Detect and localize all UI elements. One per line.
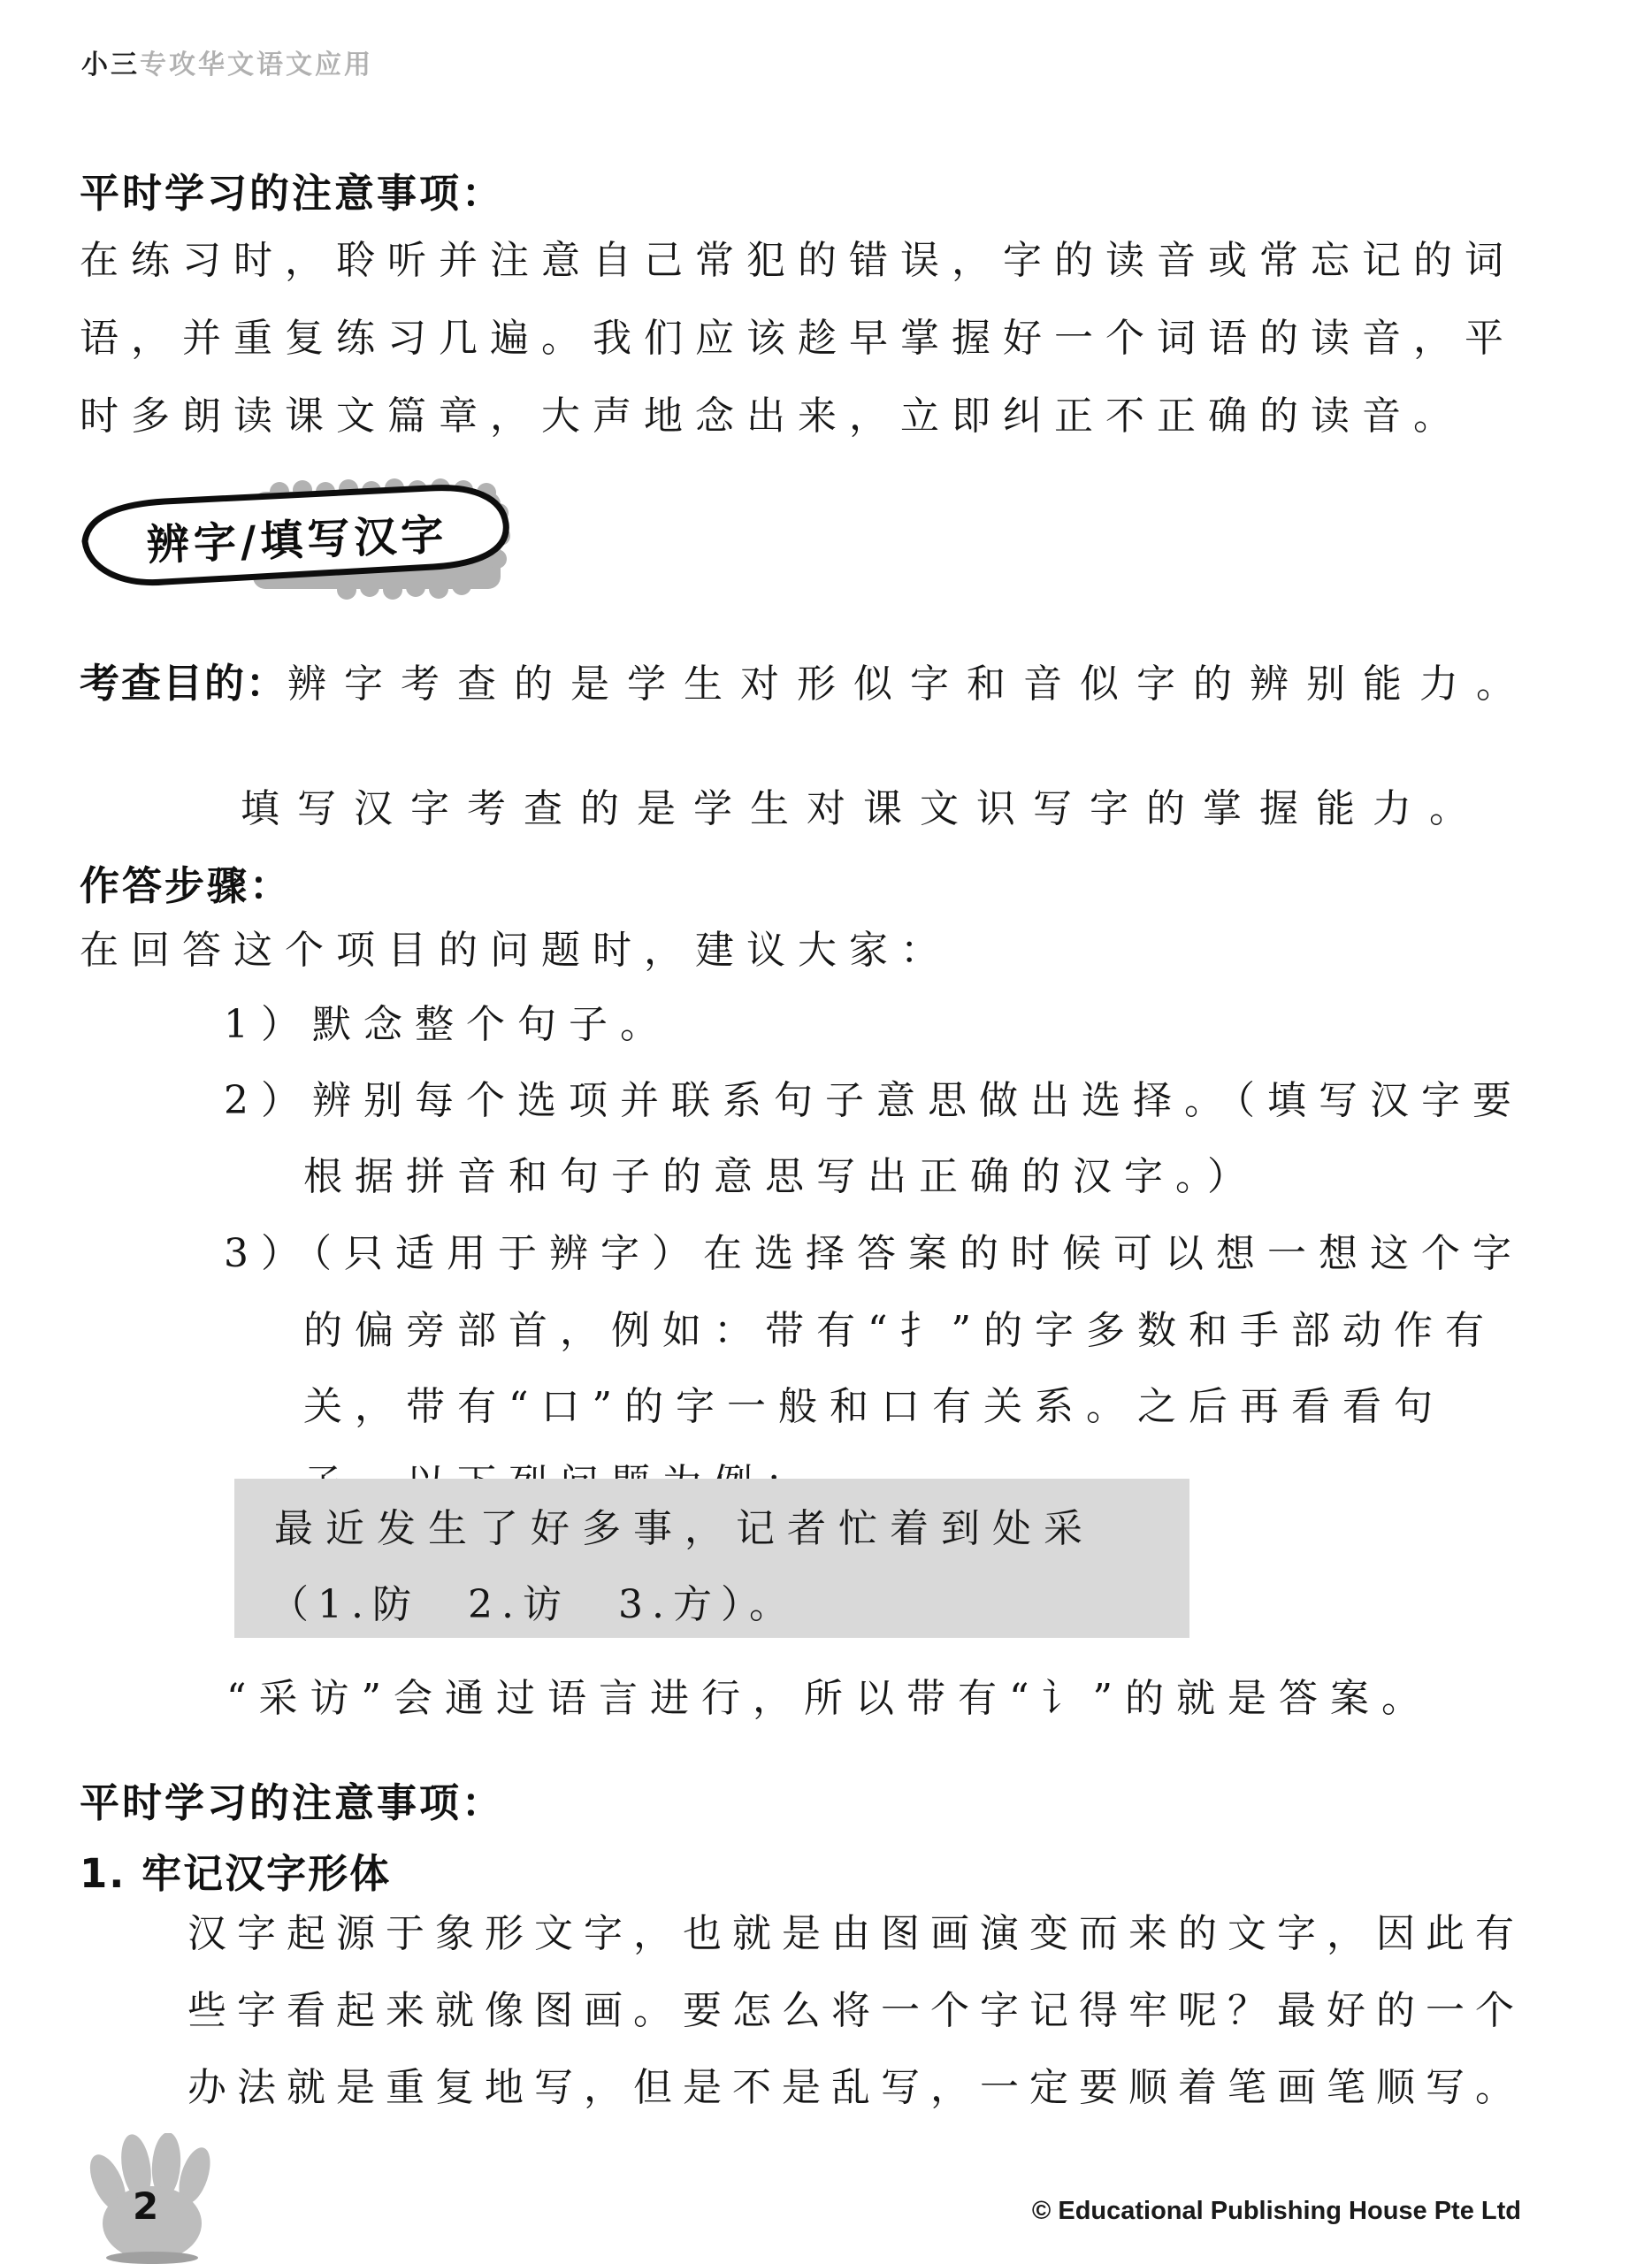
steps-intro: 在回答这个项目的问题时，建议大家： [80,928,952,973]
paragraph-line: 在练习时，聆听并注意自己常犯的错误，字的读音或常忘记的词 [80,238,1516,283]
tips-item1-title: 1. 牢记汉字形体 [80,1850,392,1897]
section-heading-steps: 作答步骤： [80,862,293,909]
example-options: （1.防 2.访 3.方）。 [270,1582,797,1627]
purpose-line2: 填写汉字考查的是学生对课文识写字的掌握能力。 [241,786,1486,831]
example-sentence: 最近发生了好多事，记者忙着到处采 [274,1506,1095,1551]
header-series-title: 专攻华文语文应用 [140,50,373,80]
section-heading-study-notes: 平时学习的注意事项： [80,170,505,217]
step-item-3-line1: 3）（只适用于辨字）在选择答案的时候可以想一想这个字 [224,1231,1524,1276]
paw-icon [78,2133,246,2264]
example-box [234,1479,1189,1638]
section-heading-tips: 平时学习的注意事项： [80,1779,505,1826]
tips-paragraph-line: 汉字起源于象形文字，也就是由图画演变而来的文字，因此有 [187,1911,1525,1956]
purpose-line1 [80,651,1533,708]
purpose-label: 考查目的： [80,660,288,707]
purpose-text1: 辨字考查的是学生对形似字和音似字的辨别能力。 [287,662,1533,707]
paragraph-line: 语，并重复练习几遍。我们应该趁早掌握好一个词语的读音，平 [80,316,1516,361]
step-item-3-line3: 关，带有“口”的字一般和口有关系。之后再看看句 [303,1384,1445,1429]
paw-shadow [106,2252,198,2264]
step-item-3-line2: 的偏旁部首，例如：带有“扌”的字多数和手部动作有 [303,1308,1496,1353]
tips-paragraph-line: 些字看起来就像图画。要怎么将一个字记得牢呢？最好的一个 [187,1988,1525,2033]
example-explanation: “采访”会通过语言进行，所以带有“讠”的就是答案。 [226,1676,1433,1721]
header-grade-label: 小三 [81,50,140,80]
copyright-notice: © Educational Publishing House Pte Ltd [1031,2197,1521,2225]
page-number: 2 [133,2184,159,2228]
step-item-2-line1: 2）辨别每个选项并联系句子意思做出选择。（填写汉字要 [224,1078,1524,1123]
tips-paragraph-line: 办法就是重复地写，但是不是乱写，一定要顺着笔画笔顺写。 [187,2065,1525,2110]
paragraph-line: 时多朗读课文篇章，大声地念出来，立即纠正不正确的读音。 [80,394,1465,439]
running-header [81,42,373,81]
step-item-1: 1）默念整个句子。 [224,1002,671,1047]
step-item-2-line2: 根据拼音和句子的意思写出正确的汉字。） [303,1154,1258,1199]
badge-label: 辨字/填写汉字 [146,509,449,570]
page-number-paw [78,2133,246,2264]
